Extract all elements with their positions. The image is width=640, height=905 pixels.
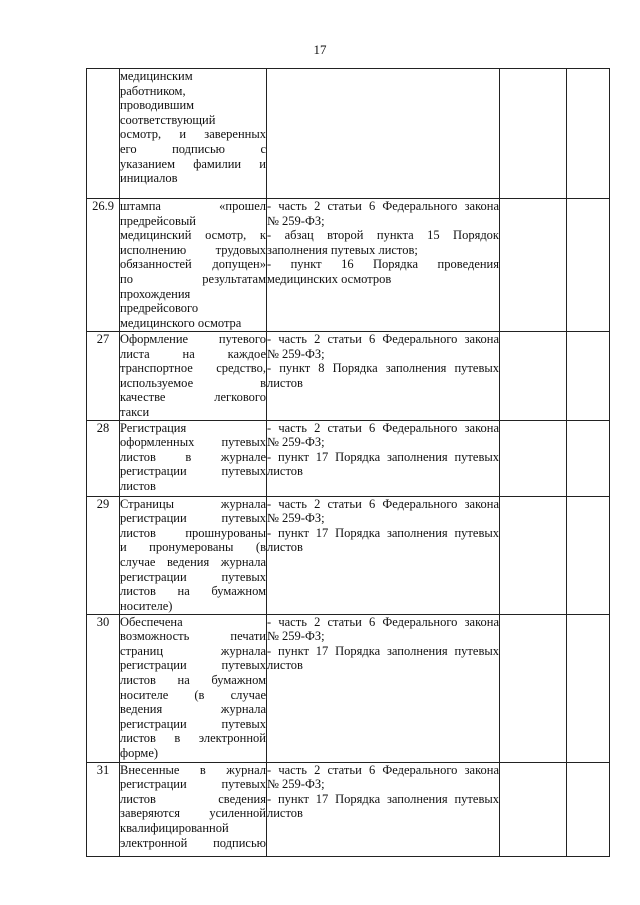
requirement-text-line: исполнению трудовых [120,242,266,257]
requirement-text-line: и пронумерованы (в [120,540,266,555]
empty-cell [500,762,567,856]
requirement-text-line: прохождения [120,286,191,301]
requirement-text-line: проводившим [120,98,195,113]
empty-cell [500,420,567,496]
requirement-text-line: инициалов [120,171,178,186]
empty-cell [567,496,610,614]
legal-reference-cell [267,332,500,421]
legal-reference-line: - пункт 17 Порядка заполнения путевых [267,643,499,658]
legal-reference-line: - пункт 16 Порядка проведения [267,257,499,272]
requirement-cell [120,69,267,199]
row-number-cell: 28 [87,420,120,496]
requirement-text-line: регистрации путевых [120,511,266,526]
legal-reference-cell [267,420,500,496]
requirement-text-line: регистрации путевых [120,777,266,792]
requirement-text-line: штампа «прошел [120,199,266,213]
requirement-text-line: листов прошнурованы [120,525,266,540]
legal-reference-cell [267,496,500,614]
empty-cell [567,614,610,762]
legal-reference-line: медицинских осмотров [267,271,392,286]
legal-reference-line: - часть 2 статьи 6 Федерального закона [267,332,499,346]
page-number: 17 [313,42,327,57]
requirement-text-line: соответствующий [120,112,216,127]
legal-reference-line: № 259-ФЗ; [267,346,325,361]
legal-reference-line: № 259-ФЗ; [267,213,325,228]
requirement-text-line: используемое в [120,375,266,390]
legal-reference-line: № 259-ФЗ; [267,435,325,450]
empty-cell [567,420,610,496]
requirement-text-line: осмотр, и заверенных [120,127,266,142]
legal-reference-cell [267,614,500,762]
requirement-text-line: транспортное средство, [120,361,266,376]
requirement-text-line: оформленных путевых [120,435,266,450]
legal-reference-cell [267,69,500,199]
requirement-text-line: работником, [120,83,186,98]
requirement-cell [120,614,267,762]
row-number-cell: 30 [87,614,120,762]
requirement-text-line: медицинский осмотр, к [120,228,266,243]
table-row [87,762,610,856]
requirement-text-line: регистрации путевых [120,569,266,584]
empty-cell [567,762,610,856]
empty-cell [500,69,567,199]
table-row [87,420,610,496]
requirement-text-line: форме) [120,745,159,760]
table-row [87,332,610,421]
requirement-text-line: листов в журнале [120,449,266,464]
empty-cell [567,199,610,332]
requirement-text-line: листов сведения [120,791,266,806]
requirement-text-line: такси [120,404,150,419]
requirement-text-line: заверяются усиленной [120,806,266,821]
requirement-text-line: ведения журнала [120,702,266,717]
empty-cell [500,332,567,421]
requirement-text-line: его подписью с [120,141,266,156]
requirement-text-line: квалифицированной [120,820,229,835]
requirement-text-line: электронной подписью [120,835,266,850]
legal-reference-line: - пункт 17 Порядка заполнения путевых [267,525,499,540]
requirement-text-line: носителе (в случае [120,687,266,702]
legal-reference-line: № 259-ФЗ; [267,777,325,792]
empty-cell [567,332,610,421]
requirement-text-line: листов на бумажном [120,584,266,599]
empty-cell [500,614,567,762]
requirement-text-line: регистрации путевых [120,464,266,479]
requirement-text-line: возможность печати [120,629,266,644]
legal-reference-line: № 259-ФЗ; [267,511,325,526]
requirement-cell [120,420,267,496]
requirement-cell [120,496,267,614]
requirement-text-line: носителе) [120,598,173,613]
row-number-cell [87,69,120,199]
legal-reference-line: - часть 2 статьи 6 Федерального закона [267,496,499,511]
requirement-text-line: качестве легкового [120,390,266,405]
requirement-cell [120,762,267,856]
requirement-text-line: Обеспечена [120,614,183,629]
legal-reference-line: - абзац второй пункта 15 Порядок [267,228,499,243]
requirement-text-line: листа на каждое [120,346,266,361]
requirement-text-line: указанием фамилии и [120,156,266,171]
requirement-text-line: регистрации путевых [120,658,266,673]
table-row [87,69,610,199]
legal-reference-line: - пункт 17 Порядка заполнения путевых [267,449,499,464]
legal-reference-line: листов [267,464,303,479]
empty-cell [500,496,567,614]
requirement-text-line: Регистрация [120,420,187,435]
row-number-cell: 31 [87,762,120,856]
legal-reference-line: - пункт 8 Порядка заполнения путевых [267,361,499,376]
requirement-text-line: Страницы журнала [120,496,266,511]
requirement-text-line: предрейсового [120,301,199,316]
requirement-text-line: случае ведения журнала [120,554,266,569]
legal-reference-line: № 259-ФЗ; [267,629,325,644]
requirement-text-line: регистрации путевых [120,716,266,731]
legal-reference-line: заполнения путевых листов; [267,242,418,257]
requirement-text-line: по результатам [120,271,266,286]
legal-reference-cell [267,199,500,332]
requirement-text-line: листов в электронной [120,731,266,746]
requirement-text-line: Оформление путевого [120,332,266,346]
legal-reference-line: - пункт 17 Порядка заполнения путевых [267,791,499,806]
requirement-text-line: листов на бумажном [120,672,266,687]
legal-reference-line: листов [267,375,303,390]
table-row [87,199,610,332]
requirements-table-body [87,69,610,857]
requirement-text-line: медицинского осмотра [120,315,242,330]
requirements-table [86,68,610,857]
legal-reference-line: листов [267,658,303,673]
legal-reference-line: листов [267,806,303,821]
requirement-cell [120,199,267,332]
requirement-text-line: предрейсовый [120,213,196,228]
legal-reference-line: - часть 2 статьи 6 Федерального закона [267,420,499,435]
legal-reference-line: - часть 2 статьи 6 Федерального закона [267,199,499,213]
requirement-text-line: обязанностей допущен» [120,257,266,272]
table-row [87,496,610,614]
legal-reference-line: - часть 2 статьи 6 Федерального закона [267,614,499,629]
legal-reference-cell [267,762,500,856]
row-number-cell: 26.9 [87,199,120,332]
table-row [87,614,610,762]
empty-cell [500,199,567,332]
requirement-cell [120,332,267,421]
requirement-text-line: страниц журнала [120,643,266,658]
requirement-text-line: медицинским [120,69,193,83]
legal-reference-line: - часть 2 статьи 6 Федерального закона [267,762,499,777]
row-number-cell: 27 [87,332,120,421]
empty-cell [567,69,610,199]
legal-reference-line: листов [267,540,303,555]
row-number-cell: 29 [87,496,120,614]
requirement-text-line: листов [120,478,156,493]
requirement-text-line: Внесенные в журнал [120,762,266,777]
